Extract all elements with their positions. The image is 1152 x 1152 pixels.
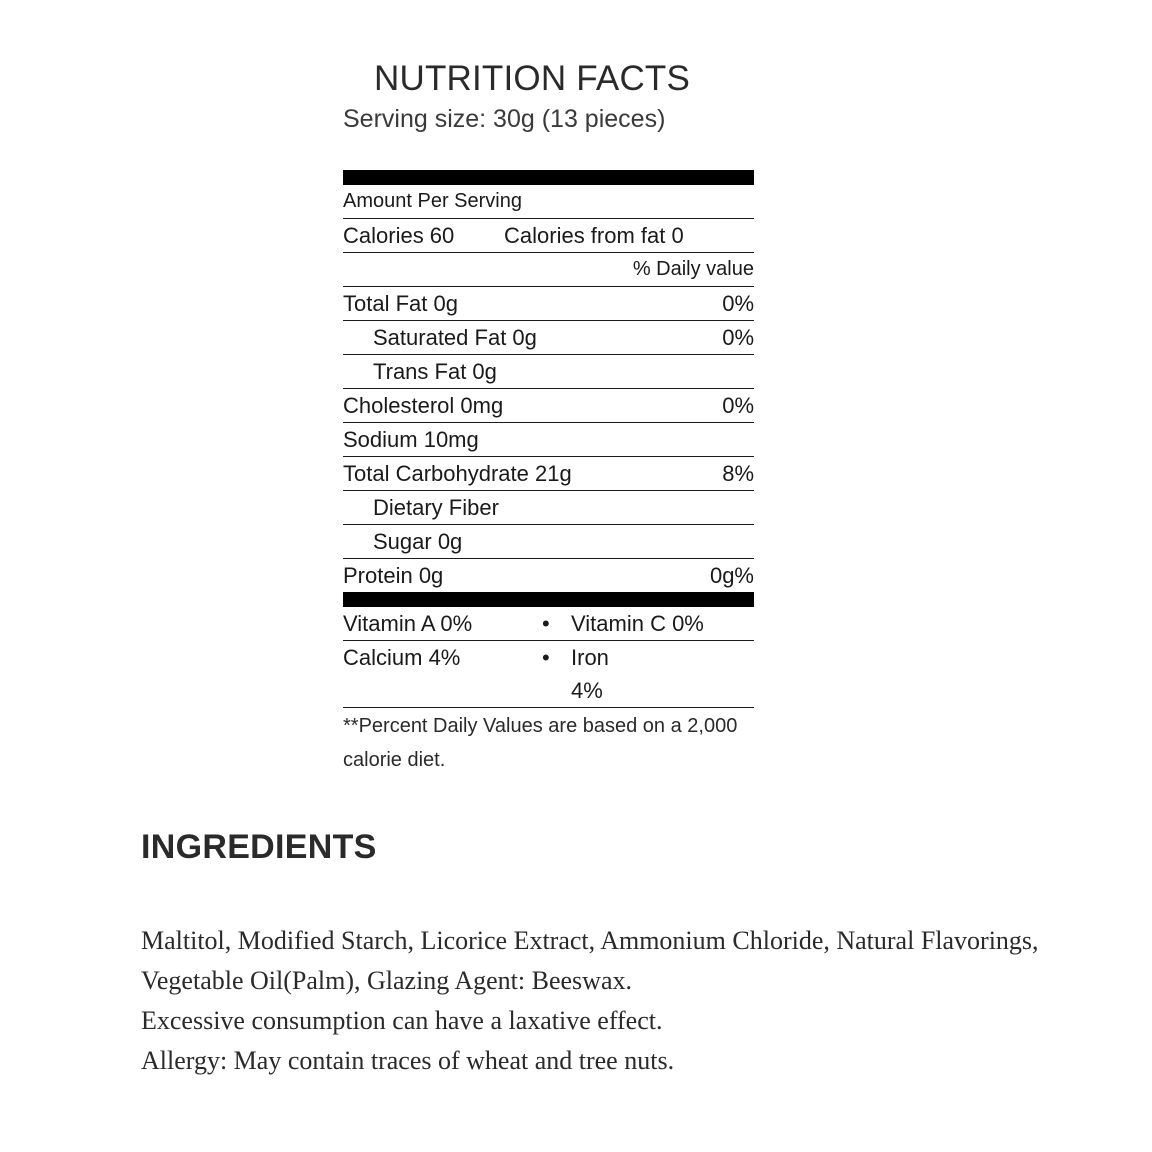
iron-value: 4% [571, 678, 603, 703]
ingredients-line: Vegetable Oil(Palm), Glazing Agent: Beeswax. [141, 966, 632, 995]
mineral-row [343, 641, 754, 708]
nutrient-row-dietary-fiber [343, 491, 754, 525]
vitamin-row [343, 607, 754, 641]
nutrient-row-protein [343, 559, 754, 592]
nutrient-value: 0% [722, 291, 754, 316]
ingredients-line: Maltitol, Modified Starch, Licorice Extract, Ammonium Chloride, Natural Flavorings, [141, 926, 1039, 955]
serving-size: Serving size: 30g (13 pieces) [343, 105, 666, 133]
vitamin-a-label: Vitamin A 0% [343, 611, 473, 636]
ingredients-heading: INGREDIENTS [141, 828, 377, 866]
nutrient-label: Sodium 10mg [343, 427, 479, 452]
nutrient-value: 0% [722, 325, 754, 350]
nutrient-value: 0g% [709, 563, 754, 588]
nutrient-label: Dietary Fiber [373, 495, 499, 520]
middle-thick-bar [343, 592, 754, 607]
nutrition-title: NUTRITION FACTS [374, 59, 691, 98]
nutrient-label: Trans Fat 0g [373, 359, 497, 384]
calcium-label: Calcium 4% [343, 645, 461, 670]
nutrient-value: 8% [722, 461, 754, 486]
top-thick-bar [343, 170, 754, 185]
calories-row [343, 219, 754, 253]
nutrient-row-sodium [343, 423, 754, 457]
bullet-separator: • [542, 611, 550, 636]
allergy-line: Allergy: May contain traces of wheat and tree nuts. [141, 1046, 675, 1075]
daily-value-header-row [343, 253, 754, 287]
vitamin-c-label: Vitamin C 0% [571, 611, 704, 636]
calories-label: Calories 60 [343, 223, 455, 248]
bullet-separator: • [542, 645, 550, 670]
nutrient-row-saturated-fat [343, 321, 754, 355]
amount-per-serving-row [343, 185, 754, 219]
nutrient-row-total-fat [343, 287, 754, 321]
amount-per-serving-label: Amount Per Serving [343, 190, 522, 212]
nutrient-label: Sugar 0g [373, 529, 463, 554]
daily-values-footnote: **Percent Daily Values are based on a 2,000 calorie diet. [343, 715, 738, 771]
nutrient-label: Cholesterol 0mg [343, 393, 504, 418]
nutrient-label: Total Carbohydrate 21g [343, 461, 572, 486]
nutrient-row-cholesterol [343, 389, 754, 423]
nutrient-row-total-carbohydrate [343, 457, 754, 491]
laxative-warning-line: Excessive consumption can have a laxative effect. [141, 1006, 663, 1035]
calories-from-fat-label: Calories from fat 0 [504, 223, 684, 248]
daily-value-header: % Daily value [632, 258, 754, 280]
nutrition-facts-table [343, 170, 754, 777]
nutrient-label: Protein 0g [343, 563, 444, 588]
nutrient-row-trans-fat [343, 355, 754, 389]
nutrient-row-sugar [343, 525, 754, 559]
iron-label: Iron [571, 645, 609, 670]
nutrient-value: 0% [722, 393, 754, 418]
nutrient-label: Saturated Fat 0g [373, 325, 537, 350]
nutrient-label: Total Fat 0g [343, 291, 458, 316]
ingredients-text [141, 921, 1131, 1081]
